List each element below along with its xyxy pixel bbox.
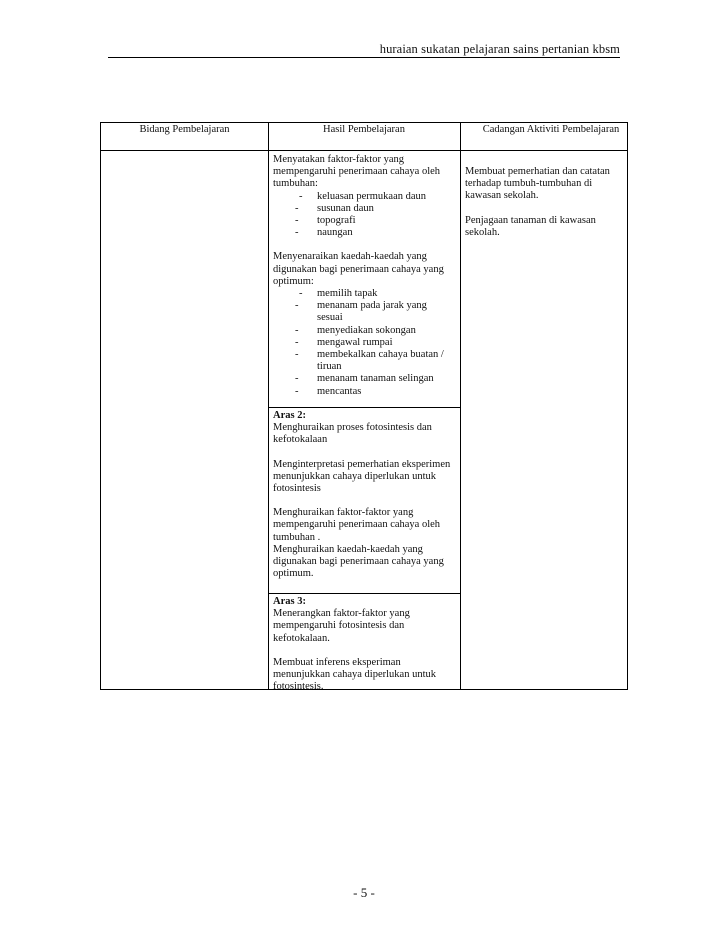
hasil-intro-2: Menyenaraikan kaedah-kaedah yang digunakan bagi penerimaan cahaya yang optimum: bbox=[273, 251, 444, 287]
list-item: - mengawal rumpai bbox=[295, 336, 393, 348]
factor-list bbox=[273, 191, 455, 240]
list-item: - memilih tapak bbox=[299, 288, 378, 300]
list-item: - mencantas bbox=[295, 385, 362, 397]
list-item: - topografi bbox=[295, 215, 356, 227]
list-item: - menanam pada jarak yang sesuai bbox=[295, 300, 427, 324]
list-item: - naungan bbox=[295, 227, 353, 239]
hasil-aras-3 bbox=[273, 596, 455, 693]
cadangan-paragraph: Penjagaan tanaman di kawasan sekolah. bbox=[465, 214, 596, 238]
list-item: - menanam tanaman selingan bbox=[295, 373, 434, 385]
aras-3-label: Aras 3: bbox=[273, 596, 306, 607]
list-item: - susunan daun bbox=[295, 202, 374, 214]
column-divider bbox=[460, 123, 461, 689]
method-list bbox=[273, 288, 455, 398]
column-divider bbox=[268, 123, 269, 689]
header-bidang: Bidang Pembelajaran bbox=[139, 124, 230, 135]
header-rule bbox=[108, 57, 620, 58]
list-item: - menyediakan sokongan bbox=[295, 324, 416, 336]
hasil-section-1 bbox=[273, 154, 455, 398]
aras-3-divider bbox=[268, 593, 460, 594]
hasil-aras-2 bbox=[273, 410, 455, 580]
aras-3-paragraph: Menerangkan faktor-faktor yang mempengaruhi fotosintesis dan kefotokalaan. bbox=[273, 608, 410, 644]
aras-3-paragraph: Membuat inferens eksperiman menunjukkan cahaya diperlukan untuk fotosintesis. bbox=[273, 656, 436, 693]
header-row-divider bbox=[101, 150, 627, 151]
curriculum-table bbox=[100, 122, 628, 693]
cadangan-paragraph: Membuat pemerhatian dan catatan terhadap tumbuh-tumbuhan di kawasan sekolah. bbox=[465, 166, 610, 202]
aras-2-paragraph: Menghuraikan proses fotosintesis dan kefotokalaan bbox=[273, 422, 432, 446]
hasil-intro-1: Menyatakan faktor-faktor yang mempengaruhi penerimaan cahaya oleh tumbuhan: bbox=[273, 154, 441, 190]
page-number: - 5 - bbox=[353, 885, 375, 900]
list-item: - keluasan permukaan daun bbox=[299, 190, 427, 202]
page-header-title: huraian sukatan pelajaran sains pertanian kbsm bbox=[379, 42, 620, 56]
list-item: - membekalkan cahaya buatan / tiruan bbox=[295, 349, 444, 373]
cadangan-cell bbox=[465, 166, 625, 239]
header-cadangan: Cadangan Aktiviti Pembelajaran bbox=[482, 124, 620, 135]
aras-2-paragraph: Menghuraikan faktor-faktor yang mempengaruhi penerimaan cahaya oleh tumbuhan . bbox=[273, 507, 441, 543]
aras-2-label: Aras 2: bbox=[273, 410, 306, 421]
header-hasil: Hasil Pembelajaran bbox=[323, 124, 405, 135]
aras-2-paragraph: Menginterpretasi pemerhatian eksperimen menunjukkan cahaya diperlukan untuk fotosintesis bbox=[273, 458, 451, 495]
aras-2-divider bbox=[268, 407, 460, 408]
aras-2-paragraph: Menghuraikan kaedah-kaedah yang digunakan bagi penerimaan cahaya yang optimum. bbox=[273, 543, 444, 580]
